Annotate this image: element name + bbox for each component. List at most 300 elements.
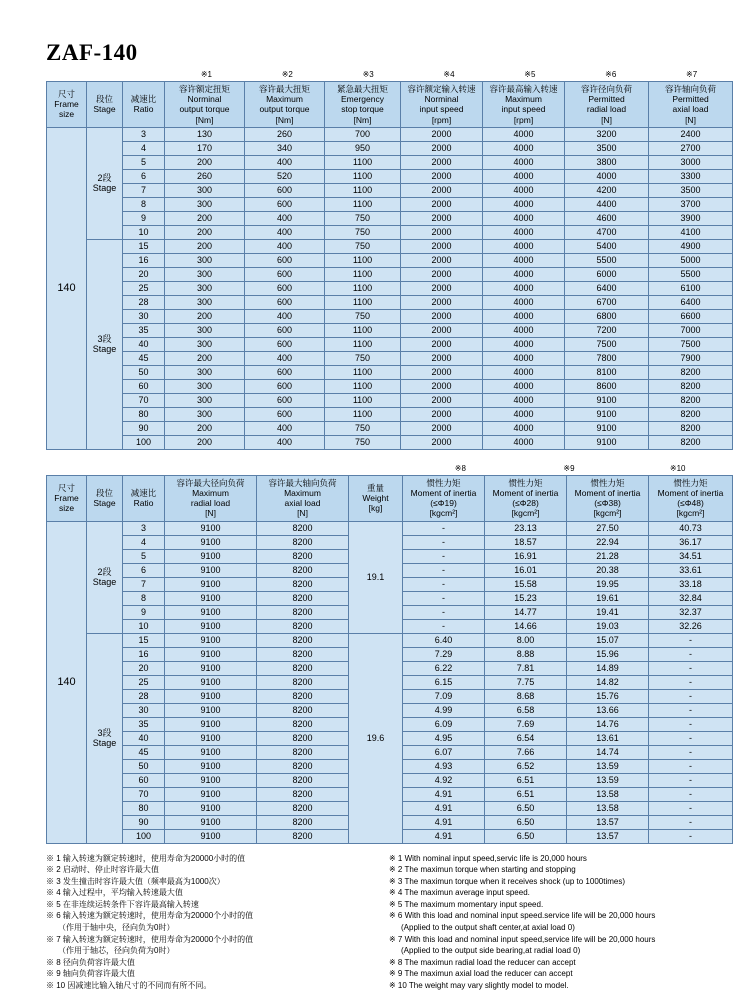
value-cell: 600: [245, 393, 325, 407]
value-cell: 1100: [325, 183, 401, 197]
column-header-cn: 容许最高输入转速: [489, 84, 558, 94]
value-cell: -: [403, 577, 485, 591]
specification-table-torque: [46, 81, 733, 450]
value-cell: 200: [165, 309, 245, 323]
value-cell: 4000: [483, 351, 565, 365]
value-cell: 340: [245, 141, 325, 155]
column-header: [349, 475, 403, 521]
value-cell: 200: [165, 435, 245, 449]
table-row: [47, 407, 733, 421]
footnote-cn: ※ 6 输入转速为额定转速时，使用寿命为20000个小时的值: [46, 911, 254, 921]
column-header-unit: [kgcm²]: [511, 508, 540, 519]
value-cell: 2000: [401, 407, 483, 421]
value-cell: -: [649, 703, 733, 717]
value-cell: 1100: [325, 337, 401, 351]
value-cell: 7.75: [485, 675, 567, 689]
value-cell: 3500: [565, 141, 649, 155]
value-cell: 8200: [257, 647, 349, 661]
value-cell: 8200: [649, 435, 733, 449]
value-cell: 4000: [483, 421, 565, 435]
footnote-en: (Applied to the output side bearing,at radial load 0): [401, 946, 581, 956]
value-cell: 6.07: [403, 745, 485, 759]
value-cell: -: [649, 801, 733, 815]
table-row: [47, 351, 733, 365]
value-cell: 19.61: [567, 591, 649, 605]
value-cell: 4000: [483, 379, 565, 393]
ratio-cell: 10: [123, 619, 165, 633]
stage-cn: 2段: [97, 172, 112, 183]
ratio-cell: 9: [123, 211, 165, 225]
value-cell: 15.76: [567, 689, 649, 703]
value-cell: 6.40: [403, 633, 485, 647]
value-cell: 7800: [565, 351, 649, 365]
value-cell: 8200: [257, 787, 349, 801]
value-cell: 9100: [565, 393, 649, 407]
column-header-en2: input speed: [419, 104, 464, 115]
ratio-cell: 20: [123, 267, 165, 281]
value-cell: 4.93: [403, 759, 485, 773]
value-cell: 4000: [483, 365, 565, 379]
value-cell: 9100: [165, 535, 257, 549]
column-header-cn: 减速比: [130, 94, 157, 105]
column-header-en2: input speed: [501, 104, 546, 115]
value-cell: 8200: [257, 689, 349, 703]
ratio-cell: 50: [123, 365, 165, 379]
value-cell: 750: [325, 351, 401, 365]
value-cell: 32.26: [649, 619, 733, 633]
frame-size-cell: 140: [47, 521, 87, 843]
value-cell: 4000: [483, 267, 565, 281]
value-cell: 8200: [257, 633, 349, 647]
value-cell: 40.73: [649, 521, 733, 535]
footnote-cn: （作用于轴中央，径向负为0时）: [58, 923, 175, 933]
ratio-cell: 100: [123, 829, 165, 843]
value-cell: 8200: [257, 675, 349, 689]
value-cell: 200: [165, 155, 245, 169]
value-cell: 2000: [401, 435, 483, 449]
value-cell: 8200: [257, 759, 349, 773]
value-cell: 200: [165, 211, 245, 225]
value-cell: 6.54: [485, 731, 567, 745]
column-header-en: Moment of inertia: [492, 487, 559, 498]
column-header-cn: 段位: [95, 487, 113, 498]
column-header-cn: 容许径向负荷: [580, 84, 632, 94]
column-header-cn: 紧急最大扭矩: [336, 84, 388, 94]
value-cell: 8200: [257, 703, 349, 717]
value-cell: 14.74: [567, 745, 649, 759]
value-cell: 8200: [257, 773, 349, 787]
column-header-en: Ratio: [133, 498, 154, 509]
value-cell: 300: [165, 337, 245, 351]
value-cell: 2000: [401, 351, 483, 365]
note-mark: ※1: [200, 70, 212, 79]
table-body: [47, 521, 733, 843]
value-cell: 400: [245, 239, 325, 253]
footnote-en: ※ 10 The weight may vary slightly model to model.: [389, 981, 569, 991]
column-header: [257, 475, 349, 521]
value-cell: 4000: [483, 141, 565, 155]
ratio-cell: 50: [123, 759, 165, 773]
value-cell: 1100: [325, 379, 401, 393]
value-cell: 4000: [483, 253, 565, 267]
table-header-row: [47, 82, 733, 128]
value-cell: 9100: [165, 633, 257, 647]
footnote-en: ※ 2 The maximun torque when starting and stopping: [389, 865, 576, 875]
column-header-cn: 段位: [95, 94, 113, 105]
column-header-en: Maximum: [266, 94, 303, 105]
ratio-cell: 3: [123, 127, 165, 141]
value-cell: -: [403, 535, 485, 549]
value-cell: 4.91: [403, 801, 485, 815]
column-header: [123, 475, 165, 521]
footnote-cn: ※ 3 发生撞击时容许最大值（频率最高为1000次）: [46, 876, 225, 886]
note-mark: ※6: [605, 70, 617, 79]
value-cell: 15.07: [567, 633, 649, 647]
ratio-cell: 40: [123, 731, 165, 745]
column-header: [47, 475, 87, 521]
ratio-cell: 7: [123, 577, 165, 591]
footnote-cn: ※ 10 因减速比输入轴尺寸的不同而有所不同。: [46, 981, 212, 991]
table-header-row: [47, 475, 733, 521]
value-cell: 4.92: [403, 773, 485, 787]
column-header-en2: output torque: [179, 104, 230, 115]
ratio-cell: 60: [123, 773, 165, 787]
value-cell: 2000: [401, 155, 483, 169]
ratio-cell: 60: [123, 379, 165, 393]
column-header-en2: axial load: [672, 104, 709, 115]
value-cell: 15.23: [485, 591, 567, 605]
value-cell: 400: [245, 225, 325, 239]
value-cell: -: [403, 619, 485, 633]
value-cell: 2000: [401, 267, 483, 281]
value-cell: 1100: [325, 295, 401, 309]
value-cell: 750: [325, 309, 401, 323]
value-cell: 6400: [649, 295, 733, 309]
footnote-cn: ※ 2 启动时、停止时容许最大值: [46, 865, 159, 875]
value-cell: 22.94: [567, 535, 649, 549]
value-cell: 8200: [257, 745, 349, 759]
column-header: [483, 82, 565, 128]
column-header: [485, 475, 567, 521]
value-cell: 8200: [257, 717, 349, 731]
value-cell: 9100: [165, 773, 257, 787]
value-cell: 3200: [565, 127, 649, 141]
specification-table-inertia: [46, 475, 733, 844]
value-cell: 4100: [649, 225, 733, 239]
value-cell: 2000: [401, 295, 483, 309]
column-header-en: Stage: [93, 104, 116, 115]
stage-en: Stage: [92, 577, 117, 587]
column-header-en2: axial load: [284, 498, 321, 509]
value-cell: 750: [325, 211, 401, 225]
column-header-unit: [kgcm²]: [593, 508, 622, 519]
value-cell: 3300: [649, 169, 733, 183]
column-header-en: Moment of inertia: [657, 487, 724, 498]
value-cell: 19.41: [567, 605, 649, 619]
value-cell: 8200: [649, 365, 733, 379]
value-cell: 750: [325, 435, 401, 449]
column-header-cn: 容许最大轴向负荷: [268, 477, 337, 488]
ratio-cell: 8: [123, 197, 165, 211]
value-cell: 4000: [483, 393, 565, 407]
value-cell: 6.51: [485, 773, 567, 787]
value-cell: -: [649, 647, 733, 661]
value-cell: 8200: [649, 393, 733, 407]
ratio-cell: 35: [123, 717, 165, 731]
ratio-cell: 20: [123, 661, 165, 675]
value-cell: 260: [245, 127, 325, 141]
value-cell: 300: [165, 281, 245, 295]
column-header-en: Stage: [93, 498, 116, 509]
column-header-cn: 容许最大径向负荷: [176, 477, 245, 488]
column-header: [47, 82, 87, 128]
column-header-unit: [N]: [297, 508, 308, 519]
value-cell: 8200: [257, 731, 349, 745]
value-cell: 21.28: [567, 549, 649, 563]
value-cell: 2000: [401, 309, 483, 323]
value-cell: 6.58: [485, 703, 567, 717]
bottom-note-marks-row: [46, 464, 732, 473]
value-cell: 4000: [483, 197, 565, 211]
value-cell: -: [649, 815, 733, 829]
ratio-cell: 3: [123, 521, 165, 535]
value-cell: 9100: [165, 591, 257, 605]
table-row: [47, 295, 733, 309]
value-cell: 9100: [165, 731, 257, 745]
ratio-cell: 5: [123, 155, 165, 169]
value-cell: 130: [165, 127, 245, 141]
column-header-cn: 容许额定扭矩: [178, 84, 230, 94]
table-row: [47, 239, 733, 253]
note-mark: ※9: [563, 463, 575, 473]
value-cell: 15.96: [567, 647, 649, 661]
value-cell: 9100: [165, 577, 257, 591]
column-header-unit: [kg]: [368, 503, 383, 514]
value-cell: 600: [245, 365, 325, 379]
footnote-cn: ※ 7 输入转速为额定转速时，使用寿命为20000个小时的值: [46, 934, 254, 944]
value-cell: 7000: [649, 323, 733, 337]
ratio-cell: 28: [123, 295, 165, 309]
value-cell: 2700: [649, 141, 733, 155]
value-cell: 4000: [483, 155, 565, 169]
column-header: [245, 82, 325, 128]
ratio-cell: 8: [123, 591, 165, 605]
value-cell: 300: [165, 407, 245, 421]
value-cell: 600: [245, 379, 325, 393]
value-cell: 520: [245, 169, 325, 183]
footnotes-english: [389, 853, 732, 992]
column-header-en: Permitted: [588, 94, 625, 105]
value-cell: -: [649, 633, 733, 647]
value-cell: 5500: [649, 267, 733, 281]
footnote-en: ※ 8 The maximun radial load the reducer can accept: [389, 957, 576, 967]
table-row: [47, 393, 733, 407]
table-row: [47, 379, 733, 393]
value-cell: 13.59: [567, 773, 649, 787]
footnote-en: ※ 6 With this load and nominal input speed.service life will be 20,000 hours: [389, 911, 656, 921]
ratio-cell: 90: [123, 815, 165, 829]
value-cell: 8200: [257, 829, 349, 843]
stage-cell: [87, 633, 123, 843]
value-cell: 5400: [565, 239, 649, 253]
value-cell: 2000: [401, 197, 483, 211]
value-cell: 9100: [165, 661, 257, 675]
stage-cell: [87, 239, 123, 449]
value-cell: 1100: [325, 253, 401, 267]
value-cell: 13.59: [567, 759, 649, 773]
note-mark: ※10: [669, 463, 686, 473]
note-mark: ※8: [454, 463, 466, 473]
value-cell: 1100: [325, 197, 401, 211]
ratio-cell: 6: [123, 169, 165, 183]
value-cell: 8200: [257, 535, 349, 549]
value-cell: 2000: [401, 379, 483, 393]
table-row: [47, 197, 733, 211]
value-cell: 2000: [401, 169, 483, 183]
value-cell: 7500: [565, 337, 649, 351]
column-header-unit: [rpm]: [513, 114, 534, 125]
value-cell: 8200: [257, 563, 349, 577]
value-cell: 7.09: [403, 689, 485, 703]
value-cell: 20.38: [567, 563, 649, 577]
column-header-en2: (≤Φ38): [594, 498, 621, 509]
value-cell: 9100: [565, 435, 649, 449]
value-cell: 7.66: [485, 745, 567, 759]
value-cell: 8200: [257, 605, 349, 619]
value-cell: 2000: [401, 365, 483, 379]
value-cell: 7.29: [403, 647, 485, 661]
value-cell: 2000: [401, 323, 483, 337]
column-header-en: Frame: [54, 493, 79, 504]
value-cell: 200: [165, 351, 245, 365]
ratio-cell: 5: [123, 549, 165, 563]
value-cell: 6.50: [485, 801, 567, 815]
value-cell: 13.58: [567, 787, 649, 801]
value-cell: 600: [245, 267, 325, 281]
column-header-unit: [Nm]: [195, 114, 214, 125]
value-cell: 2000: [401, 225, 483, 239]
value-cell: 7200: [565, 323, 649, 337]
column-header-cn: 容许额定输入转速: [407, 84, 476, 94]
weight-cell: 19.1: [349, 521, 403, 633]
column-header-en: Norminal: [187, 94, 222, 105]
value-cell: 9100: [165, 815, 257, 829]
ratio-cell: 30: [123, 309, 165, 323]
value-cell: 9100: [565, 407, 649, 421]
column-header-unit: [Nm]: [275, 114, 294, 125]
value-cell: 200: [165, 421, 245, 435]
value-cell: 9100: [165, 675, 257, 689]
footnote-en: ※ 7 With this load and nominal input speed,service life will be 20,000 hours: [389, 934, 656, 944]
value-cell: 4400: [565, 197, 649, 211]
value-cell: 600: [245, 183, 325, 197]
value-cell: 4.95: [403, 731, 485, 745]
ratio-cell: 45: [123, 745, 165, 759]
value-cell: 300: [165, 267, 245, 281]
value-cell: 6.09: [403, 717, 485, 731]
value-cell: 9100: [165, 829, 257, 843]
value-cell: 34.51: [649, 549, 733, 563]
ratio-cell: 80: [123, 801, 165, 815]
value-cell: 6100: [649, 281, 733, 295]
stage-en: Stage: [92, 183, 117, 194]
footnote-en: ※ 3 The maximun torque when it receives shock (up to 1000times): [389, 876, 625, 886]
value-cell: 32.37: [649, 605, 733, 619]
value-cell: 1100: [325, 365, 401, 379]
value-cell: 4000: [483, 127, 565, 141]
table-row: [47, 155, 733, 169]
value-cell: 4000: [483, 295, 565, 309]
table-row: [47, 323, 733, 337]
value-cell: -: [403, 563, 485, 577]
value-cell: 1100: [325, 267, 401, 281]
stage-cn: 3段: [97, 727, 112, 738]
column-header-cn: 容许轴向负荷: [664, 84, 716, 94]
stage-cn: 2段: [97, 566, 112, 577]
value-cell: 16.01: [485, 563, 567, 577]
value-cell: 19.03: [567, 619, 649, 633]
value-cell: -: [649, 717, 733, 731]
table-row: [47, 365, 733, 379]
value-cell: 2000: [401, 211, 483, 225]
column-header-en2: (≤Φ48): [677, 498, 704, 509]
stage-cell: [87, 127, 123, 239]
table-row: [47, 183, 733, 197]
value-cell: -: [649, 787, 733, 801]
value-cell: 2000: [401, 393, 483, 407]
value-cell: 8200: [257, 619, 349, 633]
value-cell: 2000: [401, 337, 483, 351]
column-header: [649, 475, 733, 521]
value-cell: 9100: [165, 689, 257, 703]
value-cell: 7.81: [485, 661, 567, 675]
footnote-en: ※ 5 The maximum momentary input speed.: [389, 899, 544, 909]
ratio-cell: 16: [123, 253, 165, 267]
column-header-cn: 惯性力矩: [673, 477, 708, 488]
footnote-cn: ※ 5 在非连续运转条件下容许最高输入转速: [46, 899, 199, 909]
value-cell: 4000: [483, 323, 565, 337]
value-cell: 300: [165, 323, 245, 337]
value-cell: 4000: [565, 169, 649, 183]
value-cell: 600: [245, 281, 325, 295]
column-header: [87, 475, 123, 521]
column-header: [649, 82, 733, 128]
value-cell: 7.69: [485, 717, 567, 731]
value-cell: 8100: [565, 365, 649, 379]
value-cell: 6.50: [485, 815, 567, 829]
value-cell: 4.91: [403, 787, 485, 801]
value-cell: 6800: [565, 309, 649, 323]
table-row: [47, 225, 733, 239]
table-row: [47, 633, 733, 647]
value-cell: 6.22: [403, 661, 485, 675]
value-cell: 14.77: [485, 605, 567, 619]
ratio-cell: 35: [123, 323, 165, 337]
value-cell: 14.89: [567, 661, 649, 675]
column-header-unit: [rpm]: [431, 114, 452, 125]
footnote-en: ※ 1 With nominal input speed,servic life is 20,000 hours: [389, 853, 587, 863]
value-cell: 600: [245, 323, 325, 337]
ratio-cell: 4: [123, 141, 165, 155]
value-cell: 3500: [649, 183, 733, 197]
table-body: [47, 127, 733, 449]
column-header: [87, 82, 123, 128]
column-header-unit: [Nm]: [353, 114, 372, 125]
value-cell: 600: [245, 407, 325, 421]
value-cell: 600: [245, 337, 325, 351]
value-cell: 3800: [565, 155, 649, 169]
value-cell: 300: [165, 253, 245, 267]
